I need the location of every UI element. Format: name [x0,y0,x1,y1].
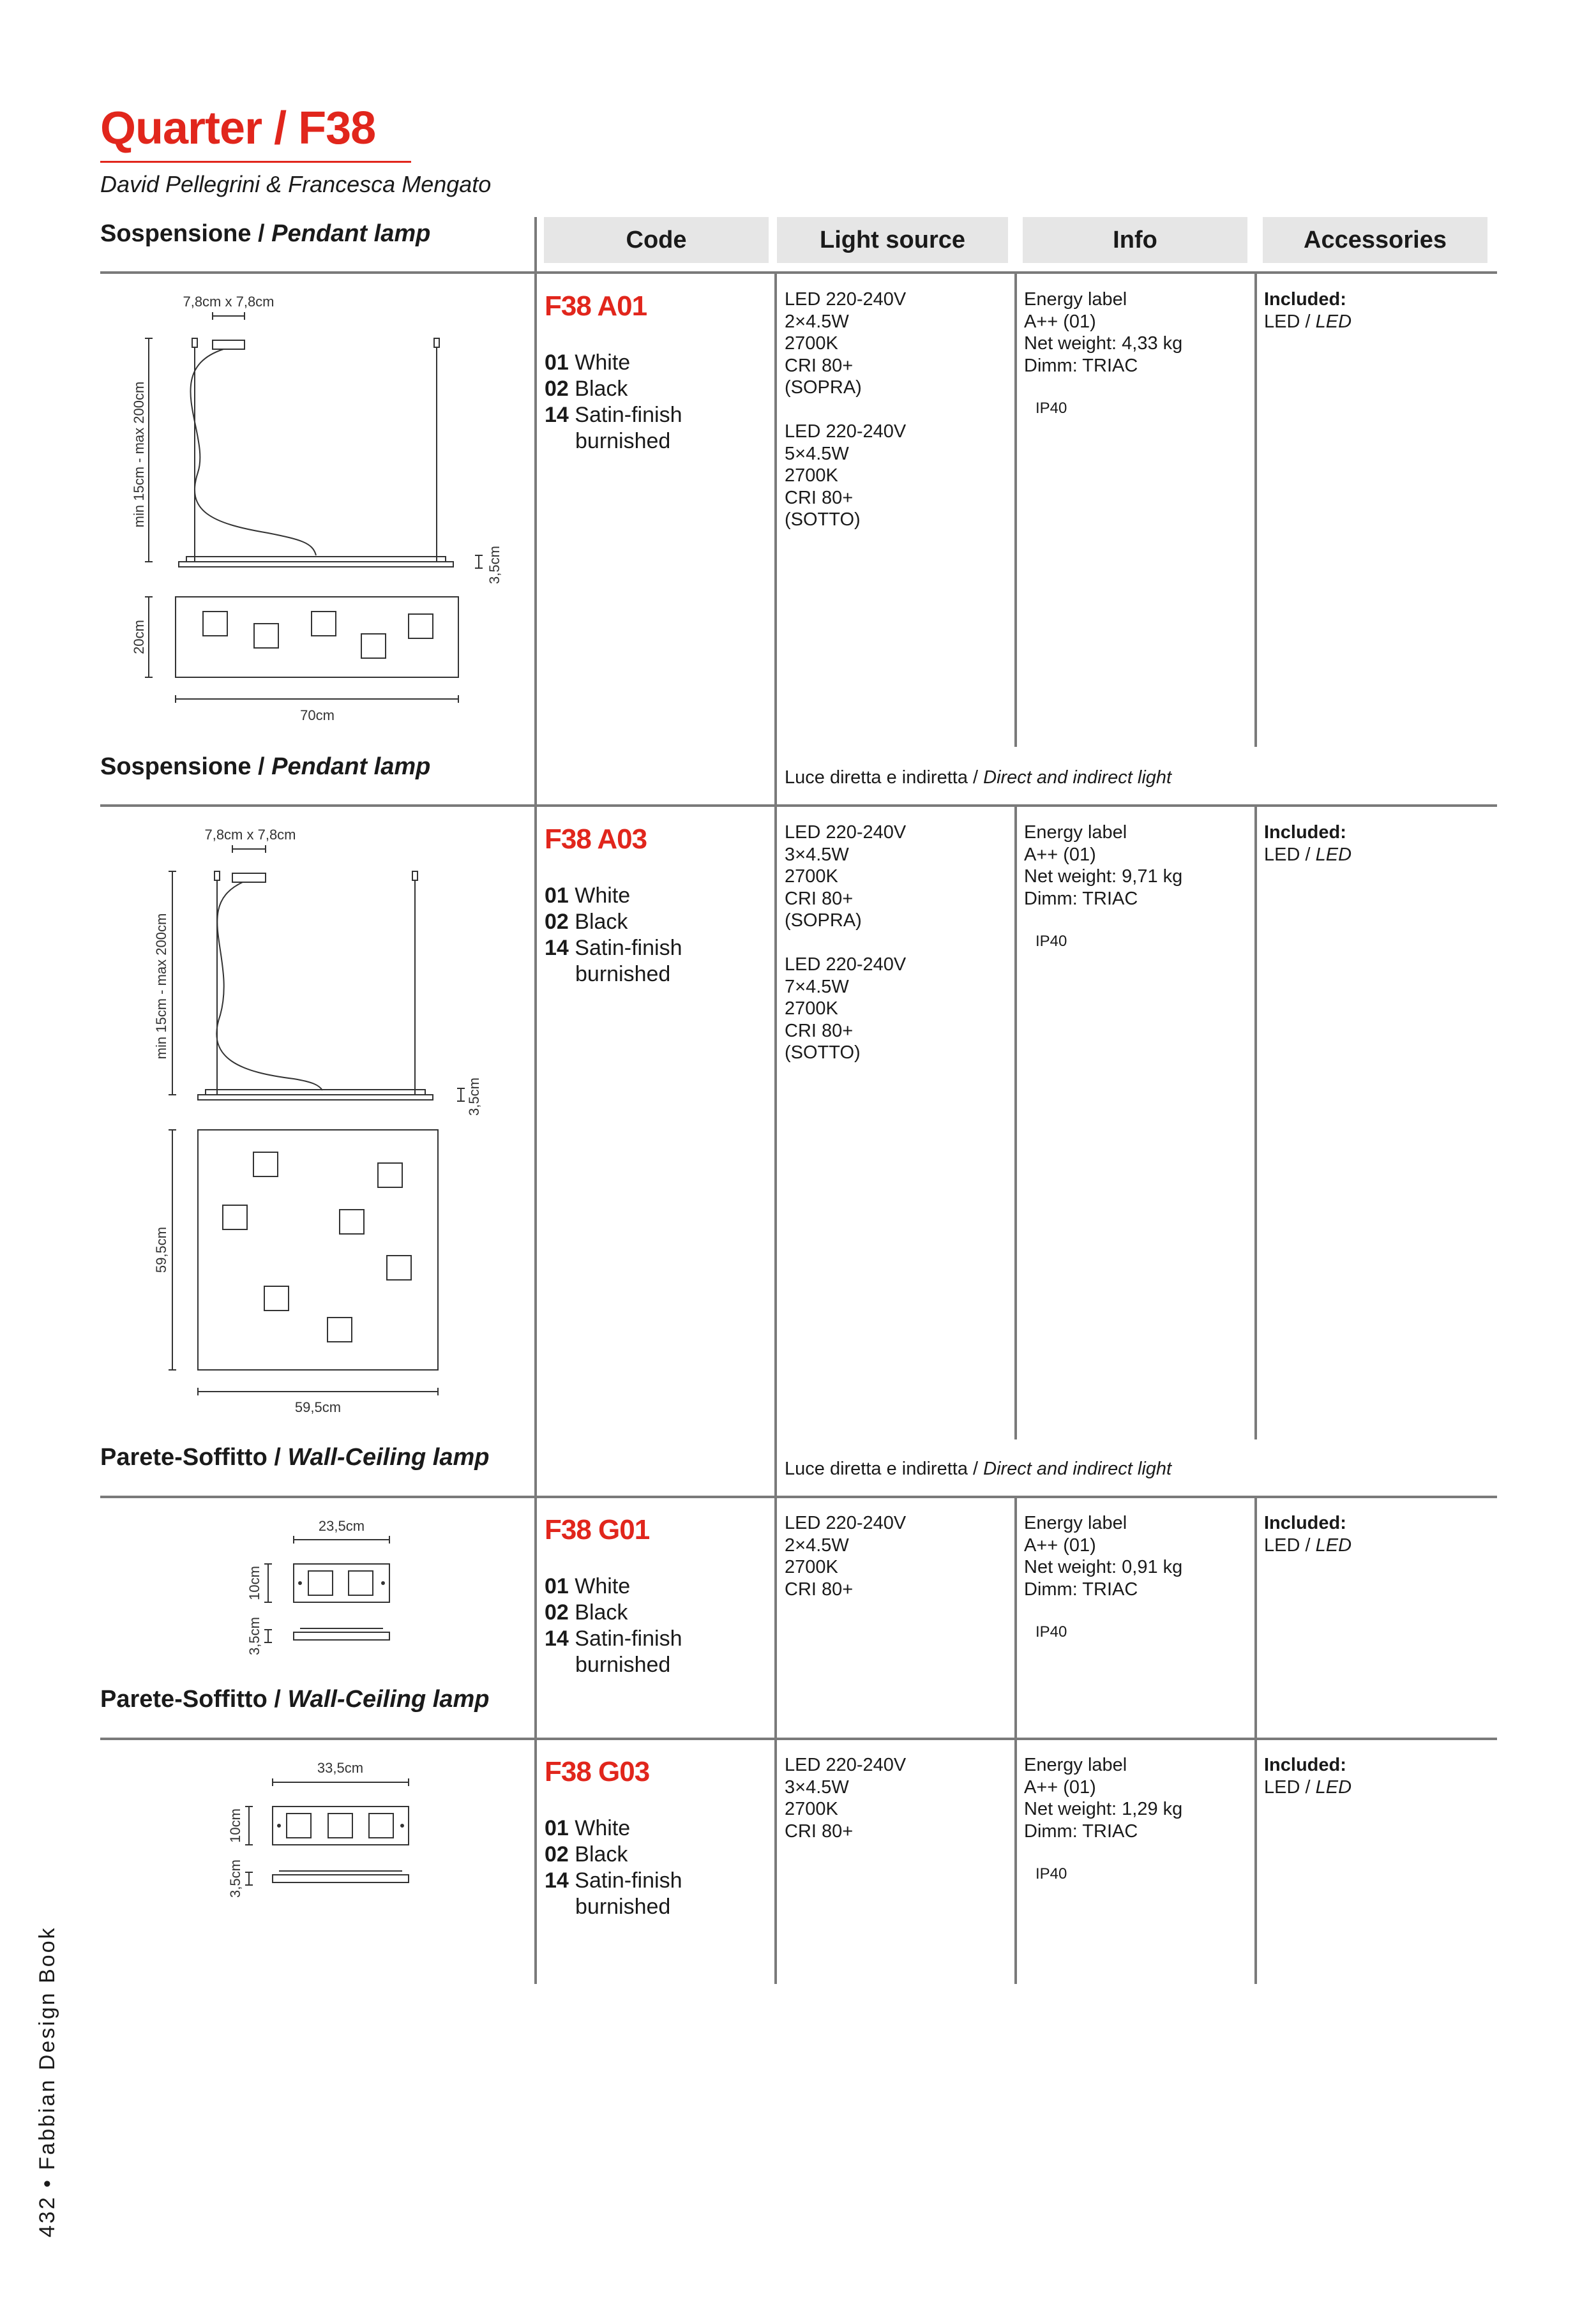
finish-item: 14 Satin-finish [545,1627,682,1651]
drawing-f38-a03 [147,814,504,1420]
accessories: Included: LED / LED [1264,1513,1352,1556]
finish-item: burnished [575,429,671,453]
product-code: F38 A03 [545,823,647,855]
table-rule [100,271,1497,274]
finish-item: 01 White [545,350,631,375]
section-title-3: Parete-Soffitto / Wall-Ceiling lamp [100,1444,490,1471]
dim-height: min 15cm - max 200cm [153,913,169,1060]
title-underline [100,161,411,163]
table-rule [100,1496,1497,1498]
column-header-info: Info [1023,217,1247,263]
column-divider [1254,1496,1257,1984]
ip-rating: IP40 [1035,933,1067,950]
info: Energy label A++ (01) Net weight: 1,29 kg Dimm: TRIAC [1024,1755,1183,1842]
section-title-1: Sospensione / Pendant lamp [100,220,431,247]
dim-thickness: 3,5cm [486,546,502,584]
column-divider [1014,271,1017,747]
light-source: LED 220-240V 3×4.5W 2700K CRI 80+ [785,1755,907,1842]
column-divider [1254,804,1257,1439]
table-rule [100,1738,1497,1740]
product-code: F38 A01 [545,290,647,322]
dim-width: 59,5cm [294,1399,342,1415]
light-source: LED 220-240V 3×4.5W 2700K CRI 80+ (SOPRA) LED 220-240V 7×4.5W 2700K CRI 80+ (SOTTO) [785,822,907,1063]
column-header-light-source: Light source [777,217,1008,263]
ip-rating: IP40 [1035,1865,1067,1882]
light-note: Luce diretta e indiretta / Direct and indirect light [785,1459,1172,1479]
designers: David Pellegrini & Francesca Mengato [100,171,492,197]
finish-item: 01 White [545,883,631,908]
product-code: F38 G01 [545,1514,650,1545]
column-divider [534,217,537,1984]
column-divider [1014,1496,1017,1984]
drawing-f38-g03 [217,1749,428,1902]
dim-canopy: 7,8cm x 7,8cm [204,827,296,843]
accessories: Included: LED / LED [1264,1755,1352,1798]
dim-height: min 15cm - max 200cm [131,381,147,528]
column-header-accessories: Accessories [1263,217,1487,263]
finish-list [545,1815,682,1920]
light-note: Luce diretta e indiretta / Direct and indirect light [785,767,1172,788]
finish-list [545,883,682,988]
finish-item: 02 Black [545,377,628,401]
dim-depth: 10cm [227,1808,243,1843]
drawing-f38-g01 [236,1506,415,1666]
finish-item: burnished [575,1895,671,1919]
finish-item: 14 Satin-finish [545,403,682,427]
table-rule [100,804,1497,807]
page-title: Quarter / F38 [100,103,376,154]
ip-rating: IP40 [1035,400,1067,417]
dim-thickness: 3,5cm [246,1617,262,1655]
page-footer: 432 • Fabbian Design Book [35,1926,59,2237]
column-header-code: Code [544,217,769,263]
finish-item: 01 White [545,1574,631,1598]
finish-item: 02 Black [545,1600,628,1625]
accessories: Included: LED / LED [1264,289,1352,332]
column-divider [1254,271,1257,747]
dim-depth: 10cm [246,1566,262,1600]
finish-item: 02 Black [545,1842,628,1867]
section-title-2: Sospensione / Pendant lamp [100,753,431,780]
dim-canopy: 7,8cm x 7,8cm [183,294,275,310]
dim-thickness: 3,5cm [466,1078,482,1116]
info: Energy label A++ (01) Net weight: 0,91 kg Dimm: TRIAC [1024,1513,1183,1600]
finish-item: 01 White [545,1816,631,1840]
finish-item: burnished [575,962,671,986]
finish-item: burnished [575,1653,671,1677]
product-code: F38 G03 [545,1756,650,1787]
finish-list [545,350,682,455]
finish-item: 02 Black [545,910,628,934]
info: Energy label A++ (01) Net weight: 9,71 kg Dimm: TRIAC [1024,822,1183,909]
ip-rating: IP40 [1035,1623,1067,1641]
drawing-f38-a01 [115,281,523,740]
dim-width: 33,5cm [317,1760,364,1776]
column-divider [1014,804,1017,1439]
finish-item: 14 Satin-finish [545,936,682,960]
column-divider [774,271,777,1984]
dim-width: 70cm [300,707,335,723]
light-source: LED 220-240V 2×4.5W 2700K CRI 80+ (SOPRA) LED 220-240V 5×4.5W 2700K CRI 80+ (SOTTO) [785,289,907,530]
dim-width: 23,5cm [318,1518,365,1534]
info: Energy label A++ (01) Net weight: 4,33 kg Dimm: TRIAC [1024,289,1183,376]
finish-list [545,1574,682,1678]
section-title-4: Parete-Soffitto / Wall-Ceiling lamp [100,1686,490,1713]
accessories: Included: LED / LED [1264,822,1352,865]
dim-depth: 20cm [131,620,147,654]
finish-item: 14 Satin-finish [545,1868,682,1893]
dim-depth: 59,5cm [153,1226,169,1273]
dim-thickness: 3,5cm [227,1859,243,1898]
light-source: LED 220-240V 2×4.5W 2700K CRI 80+ [785,1513,907,1600]
